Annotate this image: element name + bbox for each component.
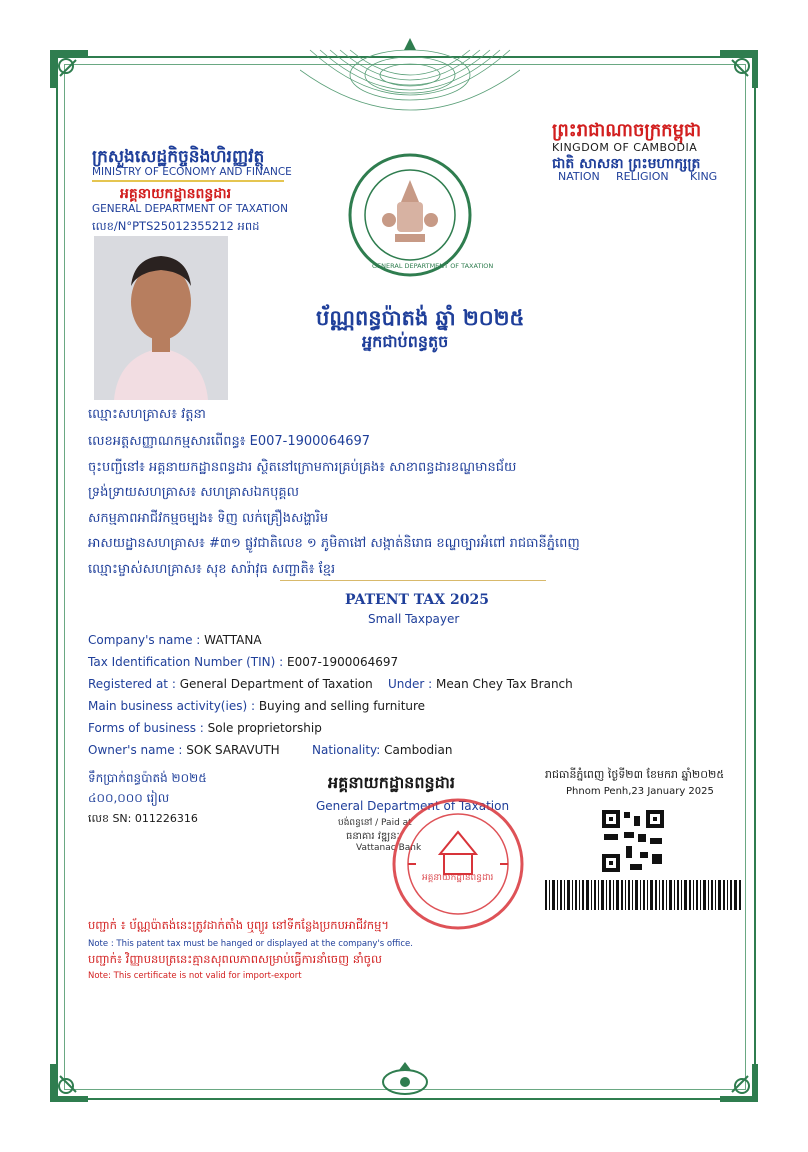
nationality-label: Nationality: [312,743,381,757]
kingdom-kh: ព្រះរាជាណាចក្រកម្ពុជា [552,120,702,141]
under-value: Mean Chey Tax Branch [436,677,573,691]
ministry-en: MINISTRY OF ECONOMY AND FINANCE [92,166,292,178]
note2-kh: បញ្ជាក់៖ វិញ្ញាបនបត្រនេះគ្មានសុពលភាពសម្រាប់ធ្វើការនាំចេញ នាំចូល [88,952,382,966]
date-en: Phnom Penh,23 January 2025 [566,786,714,797]
nationality-value: Cambodian [384,743,453,757]
khmer-field-line: ឈ្មោះសហគ្រាស៖ វត្តនា [88,407,206,422]
motto-en-king: KING [690,170,718,183]
activity-value: Buying and selling furniture [258,699,426,713]
date-kh: រាជធានីភ្នំពេញ ថ្ងៃទី២៣ ខែមករា ឆ្នាំ២០២៥ [545,768,725,781]
ministry-kh: ក្រសួងសេដ្ឋកិច្ចនិងហិរញ្ញវត្ថុ [92,147,265,167]
registered-label: Registered at : [88,677,176,691]
certificate-number: លេខ/N°PTS25012355212 អពដ [92,219,260,233]
amount-label: ទឹកប្រាក់ពន្ធប៉ាតង់ ២០២៥ [88,771,207,785]
kingdom-en: KINGDOM OF CAMBODIA [552,141,698,154]
corner-ornament-icon [716,46,762,92]
registered-value: General Department of Taxation [179,677,373,691]
signature-dept-kh: អគ្គនាយកដ្ឋានពន្ធដារ [328,773,455,792]
owner-photo [94,236,228,400]
corner-ornament-icon [716,1060,762,1106]
header-underline [92,180,284,182]
bank-kh: ធនាគារ វឌ្ឍនៈ [346,831,400,842]
section-divider [280,580,546,581]
khmer-field-line: សកម្មភាពអាជីវកម្មចម្បង៖ ទិញ លក់គ្រឿងសង្ហារិម [88,511,329,526]
note1-en: Note : This patent tax must be hanged or displayed at the company's office. [88,939,413,949]
amount-value: ៤០០,០០០ រៀល [88,791,170,805]
under-row [388,677,573,691]
nationality-row [312,743,452,757]
khmer-field-line: ទ្រង់ទ្រាយសហគ្រាស៖ សហគ្រាសឯកបុគ្គល [88,485,300,500]
dept-en: GENERAL DEPARTMENT OF TAXATION [92,203,288,215]
paid-at: បង់ពន្ធនៅ / Paid at [338,818,412,828]
owner-value: SOK SARAVUTH [186,743,280,757]
khmer-field-line: អាសយដ្ឋានសហគ្រាស៖ #៣១ ផ្លូវជាតិលេខ ១ ភូមិតាងៅ សង្កាត់និរោធ ខណ្ឌច្បារអំពៅ រាជធានីភ្នំពេញ [88,536,580,551]
stamp-text: អគ្គនាយកដ្ឋានពន្ធដារ [422,873,494,883]
signature-dept-en: General Department of Taxation [316,799,510,813]
khmer-field-line: លេខអត្តសញ្ញាណកម្មសារពើពន្ធ៖ E007-1900064697 [88,434,371,449]
khmer-field-line: ឈ្មោះម្ចាស់សហគ្រាស៖ សុខ សារ៉ាវុធ សញ្ជាតិ៖ ខ្មែរ [88,562,336,577]
forms-value: Sole proprietorship [207,721,322,735]
motto-en-nation: NATION [558,170,600,183]
under-label: Under : [388,677,433,691]
forms-row [88,721,322,735]
barcode-icon [545,880,741,910]
guilloche-pattern-icon [300,30,520,140]
subtitle-en: Small Taxpayer [368,612,460,626]
department-seal-icon [345,150,475,280]
tin-row [88,655,398,669]
title-kh: ប័ណ្ណពន្ធប៉ាតង់ ឆ្នាំ ២០២៥ [316,306,525,330]
khmer-field-line: ចុះបញ្ជីនៅ៖ អគ្គនាយកដ្ឋានពន្ធដារ ស្ថិតនៅក្រោមការគ្រប់គ្រង៖ សាខាពន្ធដារខណ្ឌមានជ័យ [88,460,517,475]
note1-kh: បញ្ជាក់ ៖ ប័ណ្ណប៉ាតង់នេះត្រូវដាក់តាំង ឬព្យួរ នៅទីកន្លែងប្រកបអាជីវកម្ម។ [88,918,389,932]
qr-code-icon [600,808,666,874]
corner-ornament-icon [46,46,92,92]
company-value: WATTANA [204,633,262,647]
owner-label: Owner's name : [88,743,183,757]
owner-row [88,743,280,757]
official-stamp-icon [388,794,528,934]
tin-label: Tax Identification Number (TIN) : [88,655,284,669]
seal-caption: GENERAL DEPARTMENT OF TAXATION [372,262,494,270]
tin-value: E007-1900064697 [287,655,399,669]
company-label: Company's name : [88,633,201,647]
bottom-ornament-icon [375,1062,435,1102]
corner-ornament-icon [46,1060,92,1106]
activity-label: Main business activity(ies) : [88,699,255,713]
serial-number: លេខ SN: 011226316 [88,812,198,825]
registered-row [88,677,373,691]
company-row [88,633,262,647]
bank-en: Vattanac Bank [356,843,422,853]
forms-label: Forms of business : [88,721,204,735]
note2-en: Note: This certificate is not valid for import-export [88,971,302,981]
dept-kh: អគ្គនាយកដ្ឋានពន្ធដារ [120,186,232,202]
subtitle-kh: អ្នកជាប់ពន្ធតូច [362,332,449,351]
title-en: PATENT TAX 2025 [345,592,489,608]
activity-row [88,699,425,713]
motto-kh: ជាតិ សាសនា ព្រះមហាក្សត្រ [552,156,701,172]
motto-en-religion: RELIGION [616,170,669,183]
